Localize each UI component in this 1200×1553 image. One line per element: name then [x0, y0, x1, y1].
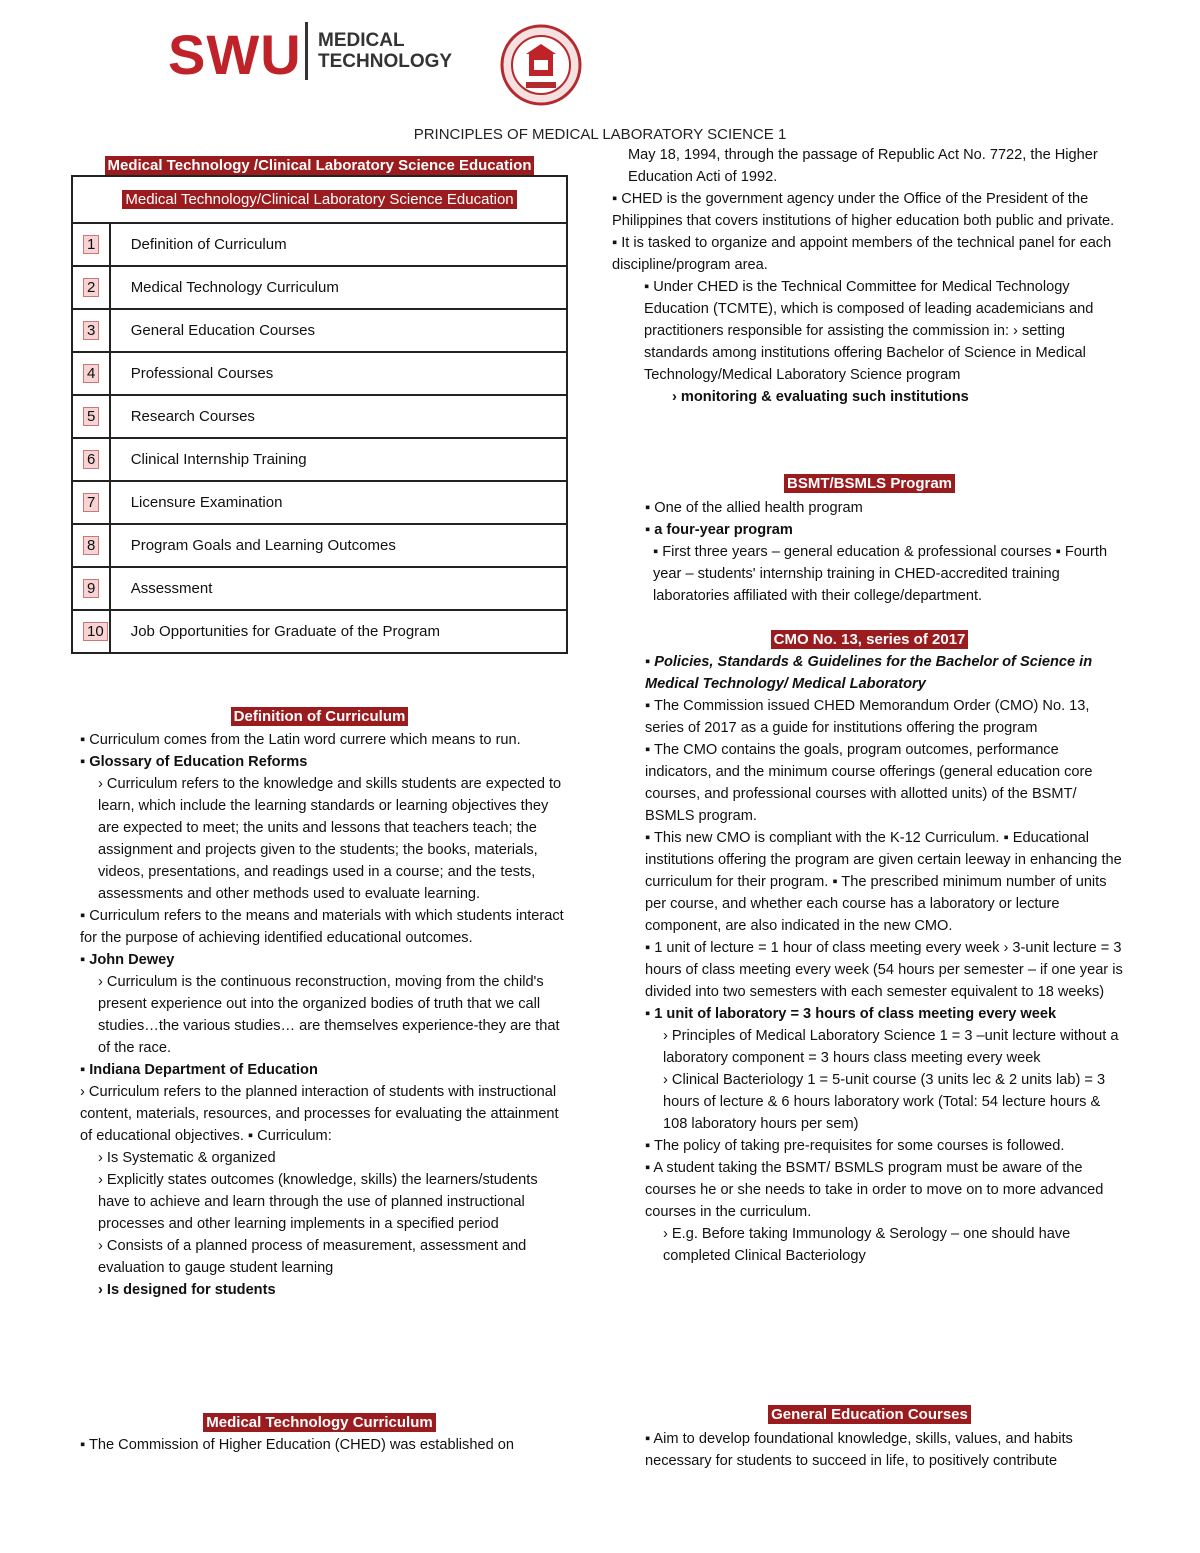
right-para: ▪ Aim to develop foundational knowledge, skills, values, and habits necessary for students to succeed in life, to positively contribute	[645, 1431, 1073, 1469]
gened-heading-wrap	[612, 1405, 1127, 1424]
table-row	[72, 395, 567, 438]
right-para: ▪ a four-year program	[645, 522, 793, 538]
toc-label: Medical Technology Curriculum	[110, 266, 567, 309]
left-bottom-text	[80, 1434, 565, 1456]
left-para: › Is designed for students	[98, 1282, 276, 1298]
bsmt-heading: BSMT/BSMLS Program	[784, 474, 955, 493]
left-para: ▪ Curriculum refers to the means and materials with which students interact for the purpose of achieving identified educational outcomes.	[80, 908, 564, 946]
medtech-heading-wrap	[71, 1413, 568, 1432]
left-para: ▪ Indiana Department of Education	[80, 1062, 318, 1078]
logo-subtitle	[318, 30, 452, 72]
left-para: › Curriculum is the continuous reconstruction, moving from the child's present experience out into the organized bodies of truth that we call studies…the various studies… are themselves experience-they are that of the race.	[98, 974, 560, 1056]
left-column-text	[80, 729, 565, 1301]
toc-label: Research Courses	[110, 395, 567, 438]
toc-label: Licensure Examination	[110, 481, 567, 524]
right-para: ▪ One of the allied health program	[645, 500, 863, 516]
bsmt-heading-wrap	[612, 474, 1127, 493]
table-row	[72, 223, 567, 266]
toc-number: 4	[83, 364, 99, 383]
toc-number: 10	[83, 622, 108, 641]
university-seal-icon	[500, 24, 582, 106]
toc-label: Definition of Curriculum	[110, 223, 567, 266]
right-para: ▪ Policies, Standards & Guidelines for the Bachelor of Science in Medical Technology/ Medical Laboratory	[645, 654, 1093, 692]
table-row	[72, 610, 567, 653]
right-para: › Clinical Bacteriology 1 = 5-unit course (3 units lec & 2 units lab) = 3 hours of lecture & 6 hours laboratory work (Total: 54 lecture hours & 108 laboratory hours per sem)	[663, 1072, 1106, 1132]
right-para: ▪ Under CHED is the Technical Committee for Medical Technology Education (TCMTE), which is composed of leading academicians and practitioners responsible for assisting the commission in: › setting standards among institutions offering Bachelor of Science in Medical Technology/Medical Laboratory Science program	[644, 279, 1094, 383]
left-para: ▪ The Commission of Higher Education (CHED) was established on	[80, 1437, 514, 1453]
table-row	[72, 309, 567, 352]
cmo-heading-wrap	[612, 630, 1127, 649]
toc-label: Professional Courses	[110, 352, 567, 395]
bsmt-text	[645, 497, 1127, 607]
document-title: PRINCIPLES OF MEDICAL LABORATORY SCIENCE 1	[413, 126, 787, 143]
left-para: › Curriculum refers to the knowledge and skills students are expected to learn, which include the learning standards or learning objectives they are expected to meet; the units and lessons that teachers teach; the assignment and projects given to the students; the books, materials, videos, presentations, and readings used in a course; and the tests, assessments and other methods used to evaluate learning.	[98, 776, 562, 902]
toc-label: Program Goals and Learning Outcomes	[110, 524, 567, 567]
right-para: › monitoring & evaluating such institutions	[672, 389, 969, 405]
def-curriculum-heading: Definition of Curriculum	[231, 707, 409, 726]
table-row	[72, 438, 567, 481]
left-para: ▪ John Dewey	[80, 952, 175, 968]
toc-number: 8	[83, 536, 99, 555]
cmo-heading: CMO No. 13, series of 2017	[771, 630, 969, 649]
right-para: ▪ The policy of taking pre-requisites for some courses is followed.	[645, 1138, 1065, 1154]
cmo-text	[645, 651, 1127, 1267]
right-para: ▪ The Commission issued CHED Memorandum Order (CMO) No. 13, series of 2017 as a guide for institutions offering the program	[645, 698, 1090, 736]
toc-number: 5	[83, 407, 99, 426]
right-para: May 18, 1994, through the passage of Republic Act No. 7722, the Higher Education Acti of 1992.	[628, 147, 1098, 185]
toc-number: 7	[83, 493, 99, 512]
right-para: ▪ CHED is the government agency under the Office of the President of the Philippines that covers institutions of higher education both public and private.	[612, 191, 1115, 229]
gened-text	[645, 1428, 1127, 1472]
gen-ed-heading: General Education Courses	[768, 1405, 971, 1424]
left-para: ▪ Glossary of Education Reforms	[80, 754, 308, 770]
toc-number: 3	[83, 321, 99, 340]
toc-label: Job Opportunities for Graduate of the Program	[110, 610, 567, 653]
left-para: › Curriculum refers to the planned interaction of students with instructional content, materials, resources, and processes for evaluating the attainment of educational objectives. ▪ Curriculum:	[80, 1084, 559, 1144]
right-para: ▪ 1 unit of lecture = 1 hour of class meeting every week › 3-unit lecture = 3 hours of class meeting every week (54 hours per semester – if one year is divided into two semesters with each semester equivalent to 18 weeks)	[645, 940, 1123, 1000]
toc-label: Clinical Internship Training	[110, 438, 567, 481]
right-para: ▪ The CMO contains the goals, program outcomes, performance indicators, and the minimum course offerings (general education core courses, and professional courses with allotted units) of the BSMT/ BSMLS program.	[645, 742, 1093, 824]
right-para: ▪ It is tasked to organize and appoint members of the technical panel for each discipline/program area.	[612, 235, 1112, 273]
medtech-curriculum-heading: Medical Technology Curriculum	[203, 1413, 435, 1432]
table-row	[72, 524, 567, 567]
toc-number: 1	[83, 235, 99, 254]
logo-line-1: MEDICAL	[318, 30, 405, 51]
table-row	[72, 567, 567, 610]
right-column-top	[612, 144, 1127, 408]
toc-label: Assessment	[110, 567, 567, 610]
swu-logo-text: SWU	[168, 23, 302, 86]
toc-label: General Education Courses	[110, 309, 567, 352]
right-para: ▪ 1 unit of laboratory = 3 hours of class meeting every week	[645, 1006, 1057, 1022]
logo-divider	[305, 22, 308, 80]
table-row	[72, 481, 567, 524]
toc-section-heading: Medical Technology /Clinical Laboratory Science Education	[105, 156, 535, 175]
table-row	[72, 352, 567, 395]
right-para: › Principles of Medical Laboratory Science 1 = 3 –unit lecture without a laboratory component = 3 hours class meeting every week	[663, 1028, 1119, 1066]
right-para: ▪ This new CMO is compliant with the K-12 Curriculum. ▪ Educational institutions offering the program are given certain leeway in enhancing the curriculum for their program. ▪ The prescribed minimum number of units per course, and whether each course has a laboratory or lecture component, are also indicated in the new CMO.	[645, 830, 1122, 934]
toc-number: 9	[83, 579, 99, 598]
toc-heading-wrap	[71, 156, 568, 175]
def-heading-wrap	[71, 707, 568, 726]
left-para: › Is Systematic & organized	[98, 1150, 276, 1166]
right-para: ▪ First three years – general education & professional courses ▪ Fourth year – students' internship training in CHED-accredited training laboratories affiliated with their college/department.	[653, 544, 1108, 604]
toc-table	[71, 175, 568, 654]
toc-header-row	[72, 176, 567, 223]
left-para: ▪ Curriculum comes from the Latin word currere which means to run.	[80, 732, 521, 748]
toc-table-title: Medical Technology/Clinical Laboratory Science Education	[122, 190, 516, 209]
logo-line-2: TECHNOLOGY	[318, 51, 453, 72]
toc-number: 2	[83, 278, 99, 297]
left-para: › Consists of a planned process of measurement, assessment and evaluation to gauge student learning	[98, 1238, 527, 1276]
table-row	[72, 266, 567, 309]
toc-number: 6	[83, 450, 99, 469]
left-para: › Explicitly states outcomes (knowledge, skills) the learners/students have to achieve and learn through the use of planned instructional processes and other learning implements in a specified period	[98, 1172, 538, 1232]
right-para: › E.g. Before taking Immunology & Serology – one should have completed Clinical Bacteriology	[663, 1226, 1071, 1264]
right-para: ▪ A student taking the BSMT/ BSMLS program must be aware of the courses he or she needs to take in order to move on to more advanced courses in the curriculum.	[645, 1160, 1104, 1220]
